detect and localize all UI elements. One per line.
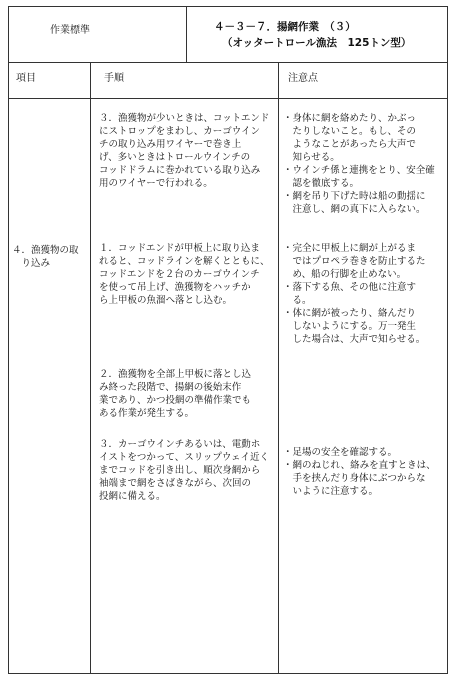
procedure-step: １．コッドエンドが甲板上に取り込ま れると、コッドラインを解くとともに、 コッドエンドを２台のカーゴウインチ を使って吊上げ、漁獲物をハッチか ら上甲板の魚溜へ落とし込む。 — [99, 243, 270, 306]
item-cell: ４．漁獲物の取 り込み — [12, 245, 79, 269]
procedure-step: ３．カーゴウインチあるいは、電動ホ イストをつかって、スリップウェイ近く までコッドを引き出し、順次身網から 袖端まで網をさばきながら、次回の 投網に備える。 — [99, 439, 269, 502]
page-title: ４－３－７．揚網作業 （３） — [214, 21, 356, 33]
column-header-item: 項目 — [16, 73, 36, 84]
header-bottom-rule — [8, 62, 448, 63]
procedure-step: ３．漁獲物が少いときは、コットエンド にストロップをまわし、カーゴウイン チの取り込み用ワイヤーで巻き上 げ、多いときはトロールウインチの コッドドラムに巻かれている取り込み 用のワイヤーで行われる。 — [99, 113, 270, 189]
page-subtitle: （オッタートロール漁法 125トン型） — [222, 37, 412, 49]
caution-block: ・完全に甲板上に網が上がるま ではプロペラ巻きを防止するた め、船の行脚を止めない。 ・落下する魚、その他に注意す る。 ・体に網が被ったり、絡んだり しないようにする。万一発生 した場合は、大声で知らせる。 — [283, 243, 426, 345]
caution-block: ・足場の安全を確認する。 ・網のねじれ、絡みを直すときは、 手を挟んだり身体にぶつからな いように注意する。 — [283, 447, 436, 497]
column-header-caution: 注意点 — [288, 73, 318, 84]
column-divider-1 — [90, 62, 91, 674]
caution-block: ・身体に網を絡めたり、かぶっ たりしないこと。もし、その ようなことがあったら大声で 知らせる。 ・ウインチ係と連携をとり、安全確 認を徹底する。 ・網を吊り下げた時は船の動揺に 注意し、網の真下に入らない。 — [283, 113, 435, 215]
header-label: 作業標準 — [50, 25, 90, 36]
header-divider — [186, 6, 187, 62]
column-divider-2 — [278, 62, 279, 674]
column-header-procedure: 手順 — [104, 73, 124, 84]
column-header-rule — [8, 98, 448, 99]
procedure-step: ２．漁獲物を全部上甲板に落とし込 み終った段階で、揚網の後始末作 業であり、かつ投網の準備作業でも ある作業が発生する。 — [99, 369, 252, 419]
